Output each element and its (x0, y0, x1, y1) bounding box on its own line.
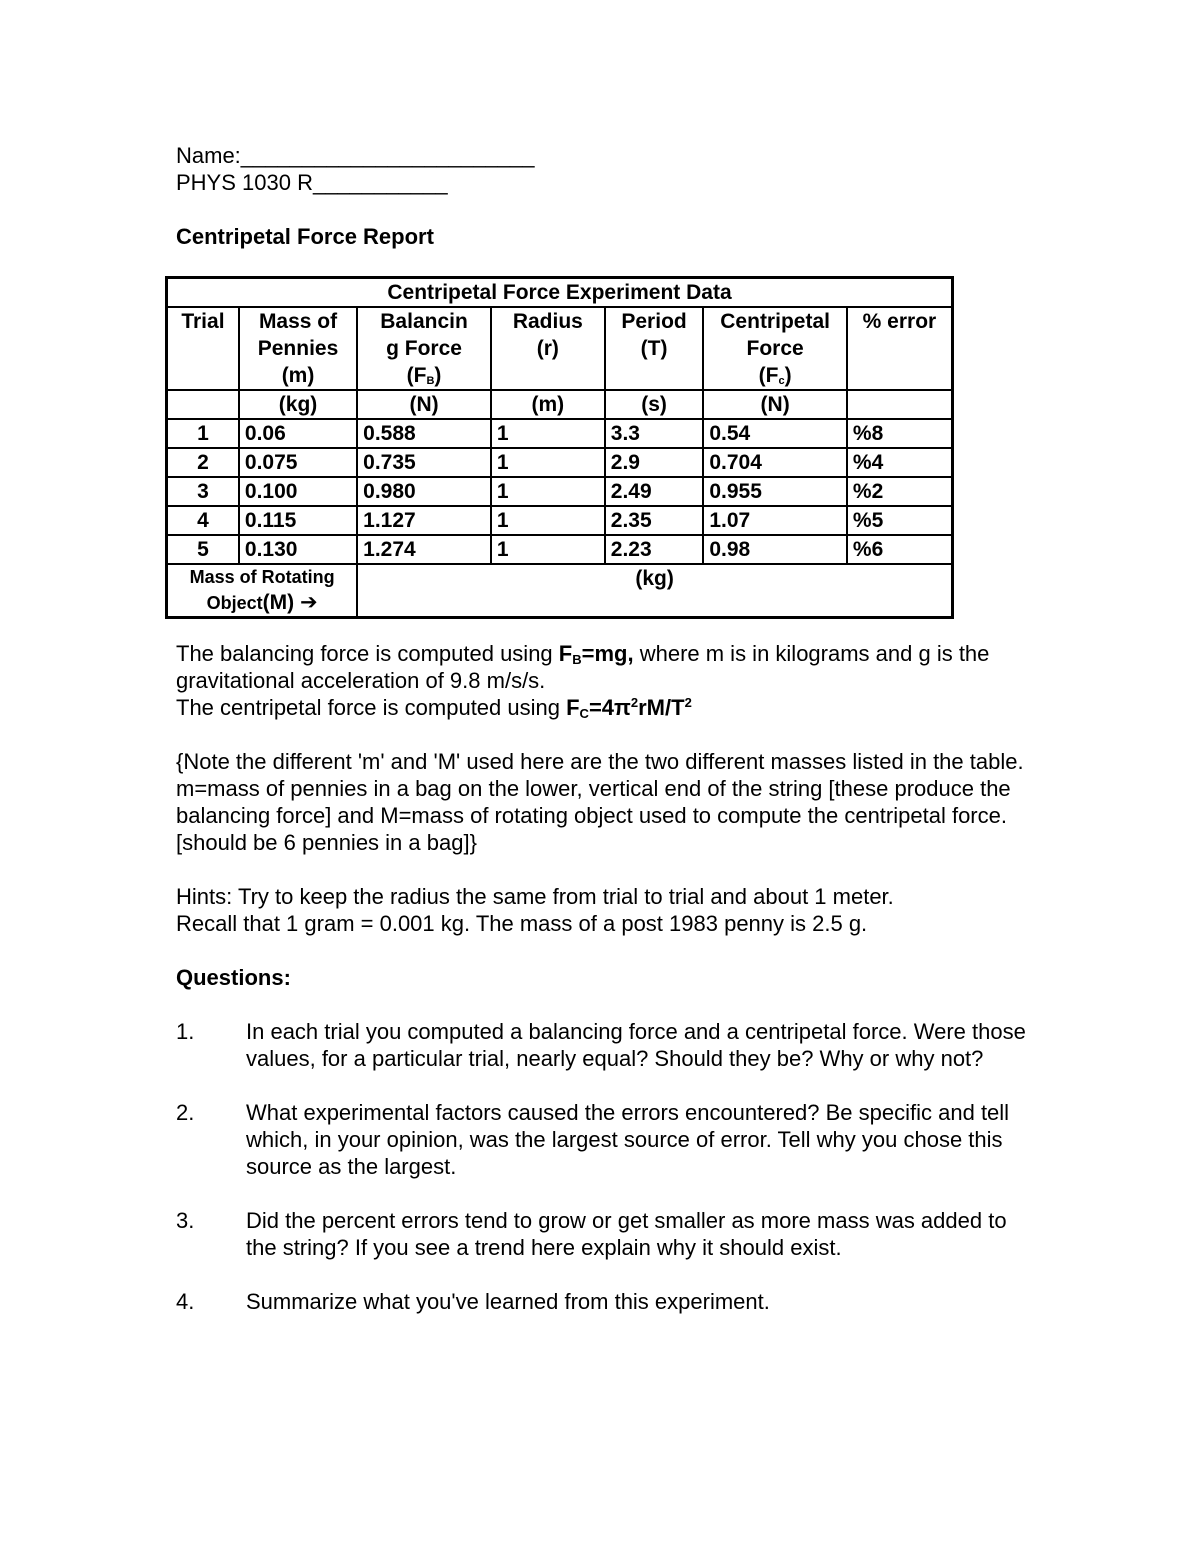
cell-mass[interactable]: 0.075 (239, 448, 357, 477)
bal-formula-rest: =mg, (581, 641, 634, 666)
header-cen-close: ) (784, 364, 792, 387)
header-period (605, 307, 704, 390)
cell-period[interactable]: 2.23 (605, 535, 704, 564)
cent-text-pre: The centripetal force is computed using (176, 695, 567, 720)
footer-mass-value[interactable]: (kg) (357, 564, 952, 618)
header-bal-line2: g Force (386, 337, 462, 360)
unit-radius: (m) (491, 390, 605, 419)
table-footer-row (167, 564, 953, 618)
unit-trial (167, 390, 239, 419)
cell-trial[interactable]: 2 (167, 448, 239, 477)
header-bal-sub: B (426, 375, 435, 387)
question-item (176, 1018, 1036, 1072)
cent-formula-mid: =4π (588, 695, 631, 720)
header-cen-line1: Centripetal (720, 310, 830, 333)
report-body (176, 640, 1036, 1342)
header-mass-line1: Mass of (258, 310, 338, 333)
cell-radius[interactable]: 1 (491, 419, 605, 448)
cell-balancing[interactable]: 1.127 (357, 506, 491, 535)
bal-formula-sub: B (572, 652, 582, 667)
cell-mass[interactable]: 0.06 (239, 419, 357, 448)
cent-formula (566, 695, 692, 720)
unit-error (847, 390, 953, 419)
cent-formula-rest: rM/T (638, 695, 685, 720)
header-mass (239, 307, 357, 390)
question-text: What experimental factors caused the errors encountered? Be specific and tell which, in your opinion, was the largest source of error. Tell why you chose this source as the largest. (246, 1100, 1010, 1179)
header-centripetal-force (703, 307, 847, 390)
footer-label-line2 (173, 590, 351, 616)
header-bal-line3 (363, 362, 485, 389)
cell-balancing[interactable]: 0.588 (357, 419, 491, 448)
unit-mass: (kg) (239, 390, 357, 419)
hint-line-2: Recall that 1 gram = 0.001 kg. The mass of a post 1983 penny is 2.5 g. (176, 911, 868, 936)
cell-centripetal[interactable]: 1.07 (703, 506, 847, 535)
cell-period[interactable]: 2.49 (605, 477, 704, 506)
unit-centripetal: (N) (703, 390, 847, 419)
header-cen-line3 (709, 362, 841, 389)
cell-trial[interactable]: 4 (167, 506, 239, 535)
header-cen-line2: Force (746, 337, 804, 360)
footer-label-symbol: (M) ➔ (262, 591, 318, 614)
question-text: Summarize what you've learned from this experiment. (246, 1289, 770, 1314)
cell-centripetal[interactable]: 0.98 (703, 535, 847, 564)
cell-radius[interactable]: 1 (491, 506, 605, 535)
table-row (167, 477, 953, 506)
table-row (167, 419, 953, 448)
cent-formula-f: F (566, 695, 580, 720)
cell-error[interactable]: %4 (847, 448, 953, 477)
cell-radius[interactable]: 1 (491, 448, 605, 477)
bal-text-pre: The balancing force is computed using (176, 641, 559, 666)
header-bal-symbol: (F (406, 364, 427, 387)
bal-text-post: where m is in kilograms and g is the gravitational acceleration of 9.8 m/s/s. (176, 641, 990, 693)
header-bal-close: ) (434, 364, 442, 387)
cell-mass[interactable]: 0.130 (239, 535, 357, 564)
header-radius (491, 307, 605, 390)
name-field[interactable]: Name:________________________ (176, 143, 535, 168)
cell-centripetal[interactable]: 0.54 (703, 419, 847, 448)
question-item (176, 1099, 1036, 1180)
header-mass-line3: (m) (281, 364, 315, 387)
header-error: % error (847, 307, 953, 390)
cell-trial[interactable]: 1 (167, 419, 239, 448)
cell-balancing[interactable]: 0.980 (357, 477, 491, 506)
question-number: 3. (176, 1208, 195, 1233)
footer-label-object: Object (206, 593, 263, 613)
question-number: 1. (176, 1019, 195, 1044)
note-paragraph: {Note the different 'm' and 'M' used here are the two different masses listed in the table. m=mass of pennies in a bag on the lower, vertical end of the string [these produce the balancing force] and M=mass of rotating object used to compute the centripetal force.[should be 6 pennies in a bag]} (176, 749, 1024, 855)
question-number: 2. (176, 1100, 195, 1125)
table-caption: Centripetal Force Experiment Data (167, 278, 953, 308)
header-trial: Trial (167, 307, 239, 390)
header-cen-sub: c (778, 375, 785, 387)
header-radius-line2: (r) (536, 337, 559, 360)
question-text: In each trial you computed a balancing force and a centripetal force. Were those values, for a particular trial, nearly equal? Should they be? Why or why not? (246, 1019, 1026, 1071)
table-unit-row (167, 390, 953, 419)
cell-radius[interactable]: 1 (491, 477, 605, 506)
cell-radius[interactable]: 1 (491, 535, 605, 564)
cell-centripetal[interactable]: 0.704 (703, 448, 847, 477)
footer-mass-label (167, 564, 358, 618)
table-caption-row (167, 278, 953, 308)
header-cen-symbol: (F (758, 364, 779, 387)
cell-centripetal[interactable]: 0.955 (703, 477, 847, 506)
cell-error[interactable]: %2 (847, 477, 953, 506)
bal-formula (559, 641, 634, 666)
unit-period: (s) (605, 390, 704, 419)
table-row (167, 506, 953, 535)
hint-line-1: Hints: Try to keep the radius the same from trial to trial and about 1 meter. (176, 884, 894, 909)
cell-period[interactable]: 2.9 (605, 448, 704, 477)
document-header (176, 142, 1036, 250)
header-period-line2: (T) (640, 337, 668, 360)
cent-formula-sup: 2 (630, 695, 639, 710)
cell-trial[interactable]: 5 (167, 535, 239, 564)
header-mass-line2: Pennies (257, 337, 339, 360)
footer-label-line1: Mass of Rotating (189, 567, 335, 587)
header-radius-line1: Radius (512, 310, 583, 333)
cell-trial[interactable]: 3 (167, 477, 239, 506)
table-row (167, 448, 953, 477)
question-item (176, 1288, 1036, 1315)
question-number: 4. (176, 1289, 195, 1314)
cell-balancing[interactable]: 1.274 (357, 535, 491, 564)
unit-balancing: (N) (357, 390, 491, 419)
hints-paragraph (176, 883, 1036, 937)
cell-mass[interactable]: 0.115 (239, 506, 357, 535)
header-bal-line1: Balancin (380, 310, 468, 333)
cell-balancing[interactable]: 0.735 (357, 448, 491, 477)
cell-period[interactable]: 2.35 (605, 506, 704, 535)
cell-error[interactable]: %8 (847, 419, 953, 448)
cell-error[interactable]: %6 (847, 535, 953, 564)
cent-formula-sub: C (579, 706, 589, 721)
questions-heading: Questions: (176, 965, 291, 990)
question-text: Did the percent errors tend to grow or get smaller as more mass was added to the string? If you see a trend here explain why it should exist. (246, 1208, 1007, 1260)
question-item (176, 1207, 1036, 1261)
cell-error[interactable]: %5 (847, 506, 953, 535)
report-title: Centripetal Force Report (176, 224, 434, 249)
table-row (167, 535, 953, 564)
header-balancing-force (357, 307, 491, 390)
course-field[interactable]: PHYS 1030 R___________ (176, 170, 448, 195)
formula-paragraph (176, 640, 1036, 721)
cell-mass[interactable]: 0.100 (239, 477, 357, 506)
header-period-line1: Period (621, 310, 687, 333)
cell-period[interactable]: 3.3 (605, 419, 704, 448)
experiment-data-table (165, 276, 954, 619)
table-header-row (167, 307, 953, 390)
cent-formula-sup2: 2 (684, 695, 692, 710)
bal-formula-f: F (558, 641, 573, 666)
